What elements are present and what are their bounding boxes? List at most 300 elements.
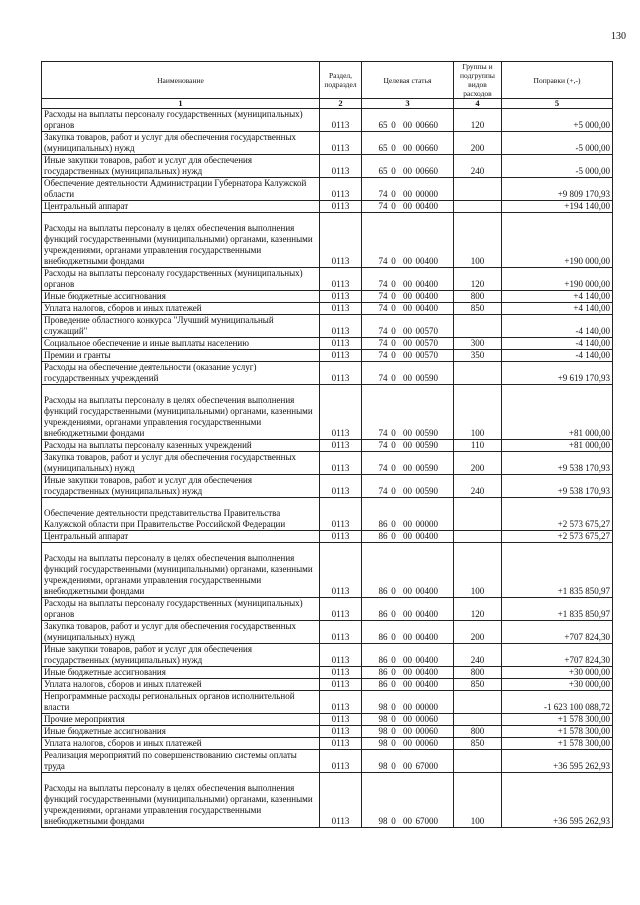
- row-name: Иные закупки товаров, работ и услуг для обеспечения государственных (муниципальных) нужд: [42, 644, 320, 667]
- table-row: [42, 738, 613, 750]
- row-section: 0113: [320, 714, 362, 726]
- target-code-part: 74: [378, 350, 388, 360]
- row-section: 0113: [320, 268, 362, 291]
- row-amount: +4 140,00: [502, 291, 613, 303]
- target-code-part: 98: [378, 761, 388, 771]
- target-code-part: 74: [378, 440, 388, 450]
- table-row: [42, 726, 613, 738]
- target-code-part: 0: [391, 373, 396, 383]
- target-code-part: 00400: [415, 256, 438, 266]
- table-row: [42, 338, 613, 350]
- target-code-part: 00400: [415, 303, 438, 313]
- header-section: Раздел, подраздел: [320, 62, 362, 99]
- target-code-part: 00: [403, 667, 412, 677]
- row-amount: -5 000,00: [502, 132, 613, 155]
- table-row: [42, 303, 613, 315]
- row-name: Непрограммные расходы региональных органов исполнительной власти: [42, 691, 320, 714]
- target-code-part: 00: [403, 279, 412, 289]
- row-group: [454, 201, 502, 213]
- target-code-part: 65: [378, 166, 388, 176]
- target-code-part: 00: [403, 201, 412, 211]
- target-code-part: 00: [403, 373, 412, 383]
- row-name: Центральный аппарат: [42, 201, 320, 213]
- row-target: [362, 362, 454, 385]
- row-name: Иные бюджетные ассигнования: [42, 291, 320, 303]
- row-group: 100: [454, 213, 502, 268]
- row-section: 0113: [320, 213, 362, 268]
- target-code-part: 0: [391, 586, 396, 596]
- table-row: [42, 452, 613, 475]
- table-row: [42, 201, 613, 213]
- target-code-part: 0: [391, 816, 396, 826]
- table-row: [42, 691, 613, 714]
- row-amount: +190 000,00: [502, 213, 613, 268]
- row-group: 300: [454, 338, 502, 350]
- row-amount: +9 619 170,93: [502, 362, 613, 385]
- table-row: [42, 268, 613, 291]
- row-amount: -5 000,00: [502, 155, 613, 178]
- row-name: Иные бюджетные ассигнования: [42, 667, 320, 679]
- row-group: 240: [454, 475, 502, 498]
- target-code-part: 98: [378, 726, 388, 736]
- target-code-part: 74: [378, 291, 388, 301]
- target-code-part: 74: [378, 373, 388, 383]
- row-target: [362, 691, 454, 714]
- row-amount: +81 000,00: [502, 440, 613, 452]
- target-code-part: 00400: [415, 667, 438, 677]
- target-code-part: 00590: [415, 463, 438, 473]
- row-group: 120: [454, 268, 502, 291]
- row-group: 240: [454, 155, 502, 178]
- target-code-part: 0: [391, 655, 396, 665]
- table-row: [42, 498, 613, 531]
- row-target: [362, 178, 454, 201]
- table-row: [42, 543, 613, 598]
- row-target: [362, 598, 454, 621]
- row-name: Закупка товаров, работ и услуг для обеспечения государственных (муниципальных) нужд: [42, 132, 320, 155]
- target-code-part: 0: [391, 201, 396, 211]
- target-code-part: 00: [403, 702, 412, 712]
- target-code-part: 00000: [415, 702, 438, 712]
- target-code-part: 65: [378, 143, 388, 153]
- row-name: Иные бюджетные ассигнования: [42, 726, 320, 738]
- target-code-part: 00: [403, 256, 412, 266]
- row-section: 0113: [320, 738, 362, 750]
- row-amount: +194 140,00: [502, 201, 613, 213]
- row-amount: -1 623 100 088,72: [502, 691, 613, 714]
- target-code-part: 00400: [415, 291, 438, 301]
- target-code-part: 00: [403, 463, 412, 473]
- row-group: [454, 691, 502, 714]
- target-code-part: 00: [403, 350, 412, 360]
- row-section: 0113: [320, 303, 362, 315]
- target-code-part: 00000: [415, 519, 438, 529]
- target-code-part: 00400: [415, 632, 438, 642]
- row-target: [362, 338, 454, 350]
- target-code-part: 0: [391, 428, 396, 438]
- target-code-part: 0: [391, 303, 396, 313]
- row-amount: +1 835 850,97: [502, 543, 613, 598]
- table-row: [42, 132, 613, 155]
- row-section: 0113: [320, 452, 362, 475]
- target-code-part: 74: [378, 326, 388, 336]
- row-amount: +36 595 262,93: [502, 750, 613, 773]
- target-code-part: 0: [391, 486, 396, 496]
- target-code-part: 00: [403, 486, 412, 496]
- target-code-part: 0: [391, 519, 396, 529]
- header-name: Наименование: [42, 62, 320, 99]
- target-code-part: 0: [391, 609, 396, 619]
- row-name: Иные закупки товаров, работ и услуг для обеспечения государственных (муниципальных) нужд: [42, 475, 320, 498]
- target-code-part: 74: [378, 338, 388, 348]
- row-section: 0113: [320, 667, 362, 679]
- row-section: 0113: [320, 109, 362, 132]
- target-code-part: 00: [403, 143, 412, 153]
- row-name: Обеспечение деятельности Администрации Губернатора Калужской области: [42, 178, 320, 201]
- row-target: [362, 268, 454, 291]
- target-code-part: 74: [378, 189, 388, 199]
- row-group: 850: [454, 679, 502, 691]
- row-group: 200: [454, 132, 502, 155]
- target-code-part: 00: [403, 189, 412, 199]
- target-code-part: 00: [403, 816, 412, 826]
- row-name: Иные закупки товаров, работ и услуг для обеспечения государственных (муниципальных) нужд: [42, 155, 320, 178]
- row-section: 0113: [320, 362, 362, 385]
- row-section: 0113: [320, 644, 362, 667]
- target-code-part: 00590: [415, 428, 438, 438]
- column-number: 3: [362, 99, 454, 109]
- row-group: [454, 315, 502, 338]
- target-code-part: 0: [391, 143, 396, 153]
- row-name: Прочие мероприятия: [42, 714, 320, 726]
- row-name: Расходы на выплаты персоналу казенных учреждений: [42, 440, 320, 452]
- target-code-part: 74: [378, 486, 388, 496]
- row-name: Уплата налогов, сборов и иных платежей: [42, 679, 320, 691]
- row-amount: +36 595 262,93: [502, 773, 613, 828]
- row-name: Расходы на выплаты персоналу в целях обеспечения выполнения функций государственными (муниципальными) органами, казенными учреждениями, органами управления государственными внебюджетными фондами: [42, 773, 320, 828]
- row-amount: +2 573 675,27: [502, 498, 613, 531]
- row-name: Реализация мероприятий по совершенствованию системы оплаты труда: [42, 750, 320, 773]
- table-row: [42, 385, 613, 440]
- table-row: [42, 440, 613, 452]
- row-amount: +5 000,00: [502, 109, 613, 132]
- target-code-part: 00: [403, 761, 412, 771]
- table-row: [42, 362, 613, 385]
- table-row: [42, 679, 613, 691]
- table-row: [42, 750, 613, 773]
- row-section: 0113: [320, 315, 362, 338]
- table-row: [42, 213, 613, 268]
- table-row: [42, 475, 613, 498]
- row-target: [362, 155, 454, 178]
- row-target: [362, 350, 454, 362]
- row-group: [454, 750, 502, 773]
- target-code-part: 00: [403, 326, 412, 336]
- row-group: [454, 498, 502, 531]
- target-code-part: 00: [403, 303, 412, 313]
- row-target: [362, 201, 454, 213]
- row-group: 800: [454, 291, 502, 303]
- target-code-part: 00590: [415, 373, 438, 383]
- target-code-part: 00400: [415, 201, 438, 211]
- target-code-part: 00660: [415, 166, 438, 176]
- row-name: Центральный аппарат: [42, 531, 320, 543]
- row-group: 800: [454, 667, 502, 679]
- row-amount: +30 000,00: [502, 679, 613, 691]
- target-code-part: 98: [378, 714, 388, 724]
- row-name: Обеспечение деятельности представительства Правительства Калужской области при Правительстве Российской Федерации: [42, 498, 320, 531]
- target-code-part: 74: [378, 428, 388, 438]
- row-group: 240: [454, 644, 502, 667]
- target-code-part: 00: [403, 726, 412, 736]
- row-name: Расходы на выплаты персоналу государственных (муниципальных) органов: [42, 268, 320, 291]
- row-section: 0113: [320, 385, 362, 440]
- target-code-part: 0: [391, 531, 396, 541]
- row-target: [362, 621, 454, 644]
- target-code-part: 0: [391, 120, 396, 130]
- target-code-part: 00: [403, 519, 412, 529]
- target-code-part: 00: [403, 291, 412, 301]
- row-target: [362, 667, 454, 679]
- target-code-part: 00400: [415, 609, 438, 619]
- target-code-part: 00: [403, 679, 412, 689]
- target-code-part: 86: [378, 519, 388, 529]
- row-name: Закупка товаров, работ и услуг для обеспечения государственных (муниципальных) нужд: [42, 452, 320, 475]
- row-target: [362, 213, 454, 268]
- row-section: 0113: [320, 773, 362, 828]
- row-target: [362, 679, 454, 691]
- row-name: Социальное обеспечение и иные выплаты населению: [42, 338, 320, 350]
- target-code-part: 0: [391, 714, 396, 724]
- header-group: Группы и подгруппы видов расходов: [454, 62, 502, 99]
- page-number: 130: [611, 31, 626, 42]
- table-row: [42, 350, 613, 362]
- target-code-part: 0: [391, 189, 396, 199]
- row-amount: +707 824,30: [502, 621, 613, 644]
- row-amount: +9 538 170,93: [502, 475, 613, 498]
- target-code-part: 00590: [415, 486, 438, 496]
- row-target: [362, 773, 454, 828]
- row-section: 0113: [320, 543, 362, 598]
- table-row: [42, 621, 613, 644]
- row-group: 100: [454, 773, 502, 828]
- column-number-row: [42, 99, 613, 109]
- row-target: [362, 644, 454, 667]
- target-code-part: 00400: [415, 531, 438, 541]
- target-code-part: 00: [403, 714, 412, 724]
- row-section: 0113: [320, 338, 362, 350]
- target-code-part: 86: [378, 667, 388, 677]
- target-code-part: 86: [378, 609, 388, 619]
- target-code-part: 86: [378, 586, 388, 596]
- target-code-part: 98: [378, 816, 388, 826]
- row-name: Закупка товаров, работ и услуг для обеспечения государственных (муниципальных) нужд: [42, 621, 320, 644]
- target-code-part: 98: [378, 738, 388, 748]
- row-target: [362, 475, 454, 498]
- row-amount: -4 140,00: [502, 315, 613, 338]
- row-section: 0113: [320, 475, 362, 498]
- row-section: 0113: [320, 691, 362, 714]
- row-name: Уплата налогов, сборов и иных платежей: [42, 738, 320, 750]
- row-target: [362, 531, 454, 543]
- target-code-part: 98: [378, 702, 388, 712]
- row-group: [454, 178, 502, 201]
- target-code-part: 74: [378, 201, 388, 211]
- row-amount: +81 000,00: [502, 385, 613, 440]
- row-group: 120: [454, 598, 502, 621]
- target-code-part: 0: [391, 761, 396, 771]
- row-target: [362, 714, 454, 726]
- row-target: [362, 303, 454, 315]
- table-row: [42, 667, 613, 679]
- table-row: [42, 178, 613, 201]
- target-code-part: 00: [403, 440, 412, 450]
- target-code-part: 00: [403, 632, 412, 642]
- row-section: 0113: [320, 178, 362, 201]
- row-section: 0113: [320, 440, 362, 452]
- row-target: [362, 109, 454, 132]
- target-code-part: 86: [378, 531, 388, 541]
- table-row: [42, 644, 613, 667]
- target-code-part: 00: [403, 338, 412, 348]
- row-group: 200: [454, 621, 502, 644]
- table-row: [42, 155, 613, 178]
- row-section: 0113: [320, 726, 362, 738]
- row-section: 0113: [320, 750, 362, 773]
- target-code-part: 00: [403, 428, 412, 438]
- target-code-part: 0: [391, 326, 396, 336]
- target-code-part: 0: [391, 256, 396, 266]
- table-row: [42, 315, 613, 338]
- row-group: [454, 362, 502, 385]
- row-amount: +1 578 300,00: [502, 738, 613, 750]
- table-header-row: [42, 62, 613, 99]
- target-code-part: 00400: [415, 279, 438, 289]
- row-amount: +4 140,00: [502, 303, 613, 315]
- row-section: 0113: [320, 132, 362, 155]
- table-row: [42, 531, 613, 543]
- row-section: 0113: [320, 201, 362, 213]
- table-row: [42, 598, 613, 621]
- target-code-part: 67000: [415, 816, 438, 826]
- column-number: 1: [42, 99, 320, 109]
- row-group: [454, 714, 502, 726]
- row-group: 110: [454, 440, 502, 452]
- row-name: Расходы на выплаты персоналу государственных (муниципальных) органов: [42, 598, 320, 621]
- target-code-part: 74: [378, 256, 388, 266]
- target-code-part: 0: [391, 702, 396, 712]
- target-code-part: 0: [391, 166, 396, 176]
- table-row: [42, 291, 613, 303]
- target-code-part: 00: [403, 166, 412, 176]
- target-code-part: 67000: [415, 761, 438, 771]
- row-target: [362, 315, 454, 338]
- row-section: 0113: [320, 498, 362, 531]
- row-group: 850: [454, 738, 502, 750]
- target-code-part: 0: [391, 726, 396, 736]
- row-target: [362, 452, 454, 475]
- row-target: [362, 750, 454, 773]
- row-amount: +2 573 675,27: [502, 531, 613, 543]
- target-code-part: 00060: [415, 726, 438, 736]
- row-group: 120: [454, 109, 502, 132]
- target-code-part: 00060: [415, 738, 438, 748]
- row-name: Расходы на выплаты персоналу в целях обеспечения выполнения функций государственными (муниципальными) органами, казенными учреждениями, органами управления государственными внебюджетными фондами: [42, 213, 320, 268]
- row-section: 0113: [320, 598, 362, 621]
- row-target: [362, 498, 454, 531]
- row-amount: +707 824,30: [502, 644, 613, 667]
- row-amount: -4 140,00: [502, 350, 613, 362]
- row-target: [362, 440, 454, 452]
- row-group: 100: [454, 385, 502, 440]
- header-target: Целевая статья: [362, 62, 454, 99]
- target-code-part: 74: [378, 463, 388, 473]
- row-name: Проведение областного конкурса "Лучший муниципальный служащий": [42, 315, 320, 338]
- table-row: [42, 773, 613, 828]
- target-code-part: 0: [391, 738, 396, 748]
- row-section: 0113: [320, 621, 362, 644]
- row-group: 850: [454, 303, 502, 315]
- row-name: Уплата налогов, сборов и иных платежей: [42, 303, 320, 315]
- row-target: [362, 385, 454, 440]
- target-code-part: 00570: [415, 350, 438, 360]
- target-code-part: 0: [391, 279, 396, 289]
- row-amount: +30 000,00: [502, 667, 613, 679]
- target-code-part: 0: [391, 679, 396, 689]
- target-code-part: 00: [403, 531, 412, 541]
- target-code-part: 00: [403, 586, 412, 596]
- row-amount: +190 000,00: [502, 268, 613, 291]
- target-code-part: 0: [391, 291, 396, 301]
- target-code-part: 0: [391, 338, 396, 348]
- target-code-part: 0: [391, 632, 396, 642]
- table-body: [42, 109, 613, 828]
- row-section: 0113: [320, 291, 362, 303]
- row-target: [362, 132, 454, 155]
- row-name: Премии и гранты: [42, 350, 320, 362]
- row-amount: -4 140,00: [502, 338, 613, 350]
- row-section: 0113: [320, 350, 362, 362]
- row-name: Расходы на выплаты персоналу государственных (муниципальных) органов: [42, 109, 320, 132]
- target-code-part: 00: [403, 120, 412, 130]
- target-code-part: 86: [378, 632, 388, 642]
- row-target: [362, 291, 454, 303]
- row-section: 0113: [320, 531, 362, 543]
- header-amount: Поправки (+,-): [502, 62, 613, 99]
- target-code-part: 00660: [415, 143, 438, 153]
- row-amount: +9 538 170,93: [502, 452, 613, 475]
- row-group: [454, 531, 502, 543]
- row-target: [362, 726, 454, 738]
- row-section: 0113: [320, 679, 362, 691]
- target-code-part: 86: [378, 679, 388, 689]
- column-number: 2: [320, 99, 362, 109]
- row-amount: +1 578 300,00: [502, 714, 613, 726]
- target-code-part: 00590: [415, 440, 438, 450]
- table-row: [42, 109, 613, 132]
- row-amount: +9 809 170,93: [502, 178, 613, 201]
- table-row: [42, 714, 613, 726]
- row-group: 350: [454, 350, 502, 362]
- target-code-part: 86: [378, 655, 388, 665]
- row-amount: +1 578 300,00: [502, 726, 613, 738]
- target-code-part: 00: [403, 609, 412, 619]
- row-amount: +1 835 850,97: [502, 598, 613, 621]
- target-code-part: 00: [403, 738, 412, 748]
- target-code-part: 00660: [415, 120, 438, 130]
- target-code-part: 00400: [415, 679, 438, 689]
- row-group: 100: [454, 543, 502, 598]
